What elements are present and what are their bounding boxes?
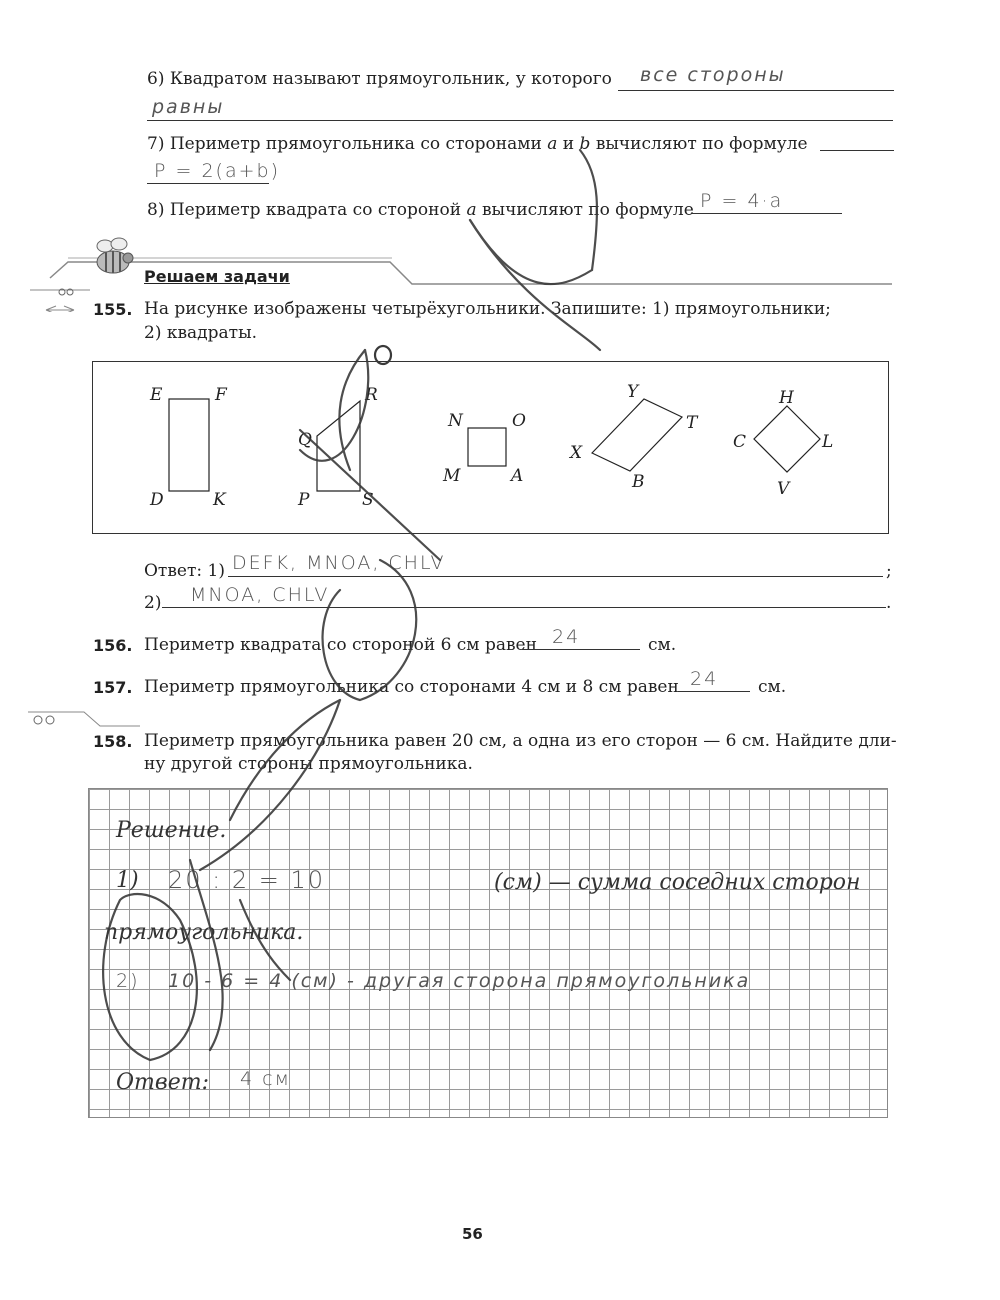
step1-cont: прямоугольника.: [104, 920, 304, 945]
label-n: N: [448, 411, 463, 431]
item7-answer-line: [147, 183, 269, 184]
label-l: L: [822, 432, 834, 452]
step1-num: 1): [116, 868, 139, 893]
solution-label: Решение.: [116, 818, 227, 843]
item6-answer-line2[interactable]: равны: [152, 96, 225, 118]
task157-answer-line: [678, 691, 750, 692]
task158-number: 158.: [93, 732, 133, 751]
page-number: 56: [462, 1225, 483, 1243]
item7-var-b: b: [579, 134, 591, 154]
label-r: R: [365, 385, 378, 405]
item8-text-before: 8) Периметр квадрата со стороной: [147, 200, 462, 220]
step2-hand[interactable]: 10 - 6 = 4 (см) - другая сторона прямоугольника: [168, 970, 751, 992]
square-mnoa: [468, 428, 506, 466]
label-c: C: [733, 432, 747, 452]
step2-num: 2): [116, 970, 140, 992]
label-o: O: [512, 411, 526, 431]
task155-answer-label: Ответ: 1): [144, 561, 225, 581]
item6-answer-line-2: [147, 120, 893, 121]
section-title: Решаем задачи: [144, 267, 290, 286]
task155-line1: На рисунке изображены четырёхугольники. Запишите: 1) прямоугольники;: [144, 299, 831, 319]
label-y: Y: [627, 382, 639, 402]
rectangle-defk: [169, 399, 209, 491]
task155-answer2-end: .: [886, 593, 892, 613]
label-e: E: [150, 385, 163, 405]
item7-answer-line-end: [820, 150, 894, 151]
item7-text: [147, 133, 808, 155]
task156-answer-line: [522, 649, 640, 650]
label-q: Q: [298, 430, 312, 450]
step1-text: (см) — сумма соседних сторон: [494, 870, 861, 895]
task157-unit: см.: [758, 677, 787, 697]
task155-answer1[interactable]: DEFK, MNOA, CHLV: [232, 552, 446, 574]
parallelogram-xytb: [592, 399, 682, 471]
label-h: H: [779, 388, 794, 408]
task158-line1: Периметр прямоугольника равен 20 см, а одна из его сторон — 6 см. Найдите дли-: [144, 731, 897, 751]
task155-answer1-line: [228, 576, 883, 577]
step1-hand[interactable]: 20 : 2 = 10: [168, 866, 326, 894]
item7-and: и: [562, 134, 575, 154]
task156-text: Периметр квадрата со стороной 6 см равен: [144, 635, 537, 655]
item8-text-after: вычисляют по формуле: [481, 200, 694, 220]
quadrilaterals-figure: [92, 361, 889, 534]
item7-var-a: a: [547, 134, 558, 154]
label-s: S: [362, 490, 374, 510]
item7-text-after: вычисляют по формуле: [595, 134, 808, 154]
item8-text: [147, 199, 694, 221]
label-a: A: [511, 466, 524, 486]
item6-answer-line: [618, 90, 894, 91]
label-b: B: [632, 472, 645, 492]
task155-answer2-line: [162, 607, 886, 608]
task156-number: 156.: [93, 636, 133, 655]
task155-answer2[interactable]: MNOA, CHLV: [190, 584, 330, 606]
task155-answer1-end: ;: [886, 561, 892, 581]
label-d: D: [150, 490, 164, 510]
item8-var-a: a: [466, 200, 477, 220]
task155-line2: 2) квадраты.: [144, 323, 258, 343]
item7-answer[interactable]: P = 2(a+b): [154, 160, 280, 182]
task157-number: 157.: [93, 678, 133, 697]
task157-text: Периметр прямоугольника со сторонами 4 см и 8 см равен: [144, 677, 679, 697]
bee-icon: [88, 234, 138, 280]
margin-decoration: [28, 708, 148, 730]
label-x: X: [570, 443, 583, 463]
label-k: K: [213, 490, 226, 510]
label-v: V: [777, 479, 790, 499]
task158-line2: ну другой стороны прямоугольника.: [144, 754, 473, 774]
trapezoid-pqrs: [317, 401, 360, 491]
answer-value[interactable]: 4 см: [240, 1068, 291, 1090]
task155-answer2-label: 2): [144, 593, 162, 613]
task156-answer[interactable]: 24: [552, 626, 581, 648]
label-m: M: [443, 466, 461, 486]
task156-unit: см.: [648, 635, 677, 655]
label-t: T: [686, 413, 698, 433]
item7-text-before: 7) Периметр прямоугольника со сторонами: [147, 134, 542, 154]
item6-text: 6) Квадратом называют прямоугольник, у которого: [147, 69, 612, 89]
answer-label: Ответ:: [116, 1070, 209, 1095]
task157-answer[interactable]: 24: [690, 668, 719, 690]
label-f: F: [215, 385, 227, 405]
label-p: P: [298, 490, 310, 510]
task155-number: 155.: [93, 300, 133, 319]
item8-answer-line: [692, 213, 842, 214]
item6-answer-line1[interactable]: все стороны: [640, 64, 786, 86]
square-chlv: [754, 406, 820, 472]
item8-answer[interactable]: P = 4·a: [700, 190, 784, 212]
